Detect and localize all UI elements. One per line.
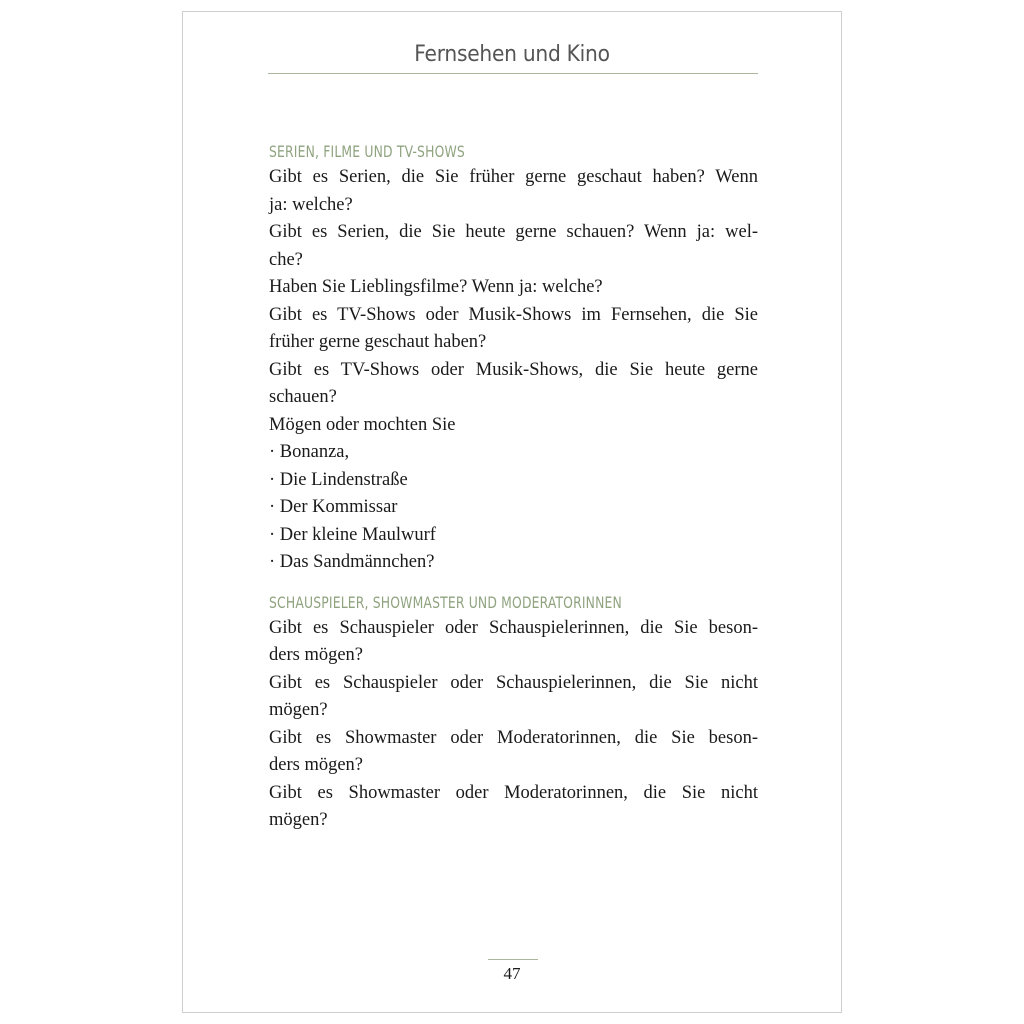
text-line: Gibt es TV-Shows oder Musik-Shows im Fernsehen, die Sie bbox=[269, 304, 758, 325]
page-content bbox=[269, 140, 758, 835]
section-heading-schauspieler: SCHAUSPIELER, SHOWMASTER UND MODERATORINNEN bbox=[269, 592, 622, 612]
text-line: früher gerne geschaut haben? bbox=[269, 332, 487, 352]
text-line: ders mögen? bbox=[269, 645, 364, 665]
text-line: mögen? bbox=[269, 700, 328, 720]
header-rule bbox=[268, 73, 758, 74]
text-line: Gibt es Showmaster oder Moderatorinnen, die Sie beson- bbox=[269, 727, 758, 748]
bullet-item: · Der Kommissar bbox=[269, 497, 398, 517]
bullet-item: · Der kleine Maulwurf bbox=[269, 524, 436, 545]
text-line: Mögen oder mochten Sie bbox=[269, 414, 456, 435]
text-line: Gibt es Schauspieler oder Schauspielerinnen, die Sie beson- bbox=[269, 617, 758, 638]
section-heading-serien: SERIEN, FILME UND TV-SHOWS bbox=[269, 142, 465, 161]
text-line: Gibt es Serien, die Sie heute gerne schauen? Wenn ja: wel- bbox=[269, 222, 758, 242]
footer-rule bbox=[488, 959, 538, 960]
text-line: Gibt es Schauspieler oder Schauspielerinnen, die Sie nicht bbox=[269, 672, 758, 693]
running-header-title: Fernsehen und Kino bbox=[414, 42, 610, 67]
text-line: mögen? bbox=[269, 810, 328, 830]
text-line: Gibt es Serien, die Sie früher gerne geschaut haben? Wenn bbox=[269, 167, 758, 187]
text-line: Gibt es Showmaster oder Moderatorinnen, die Sie nicht bbox=[269, 782, 758, 803]
text-line: Gibt es TV-Shows oder Musik-Shows, die Sie heute gerne bbox=[269, 359, 758, 380]
text-line: schauen? bbox=[269, 387, 337, 407]
bullet-item: · Das Sandmännchen? bbox=[269, 552, 435, 572]
book-page bbox=[182, 11, 842, 1013]
text-line: che? bbox=[269, 249, 303, 270]
page-number: 47 bbox=[503, 964, 521, 983]
text-line: ja: welche? bbox=[269, 194, 353, 215]
text-line: Haben Sie Lieblingsfilme? Wenn ja: welche? bbox=[269, 277, 603, 297]
text-line: ders mögen? bbox=[269, 755, 364, 775]
bullet-item: · Die Lindenstraße bbox=[269, 469, 408, 490]
bullet-item: · Bonanza, bbox=[269, 442, 350, 462]
